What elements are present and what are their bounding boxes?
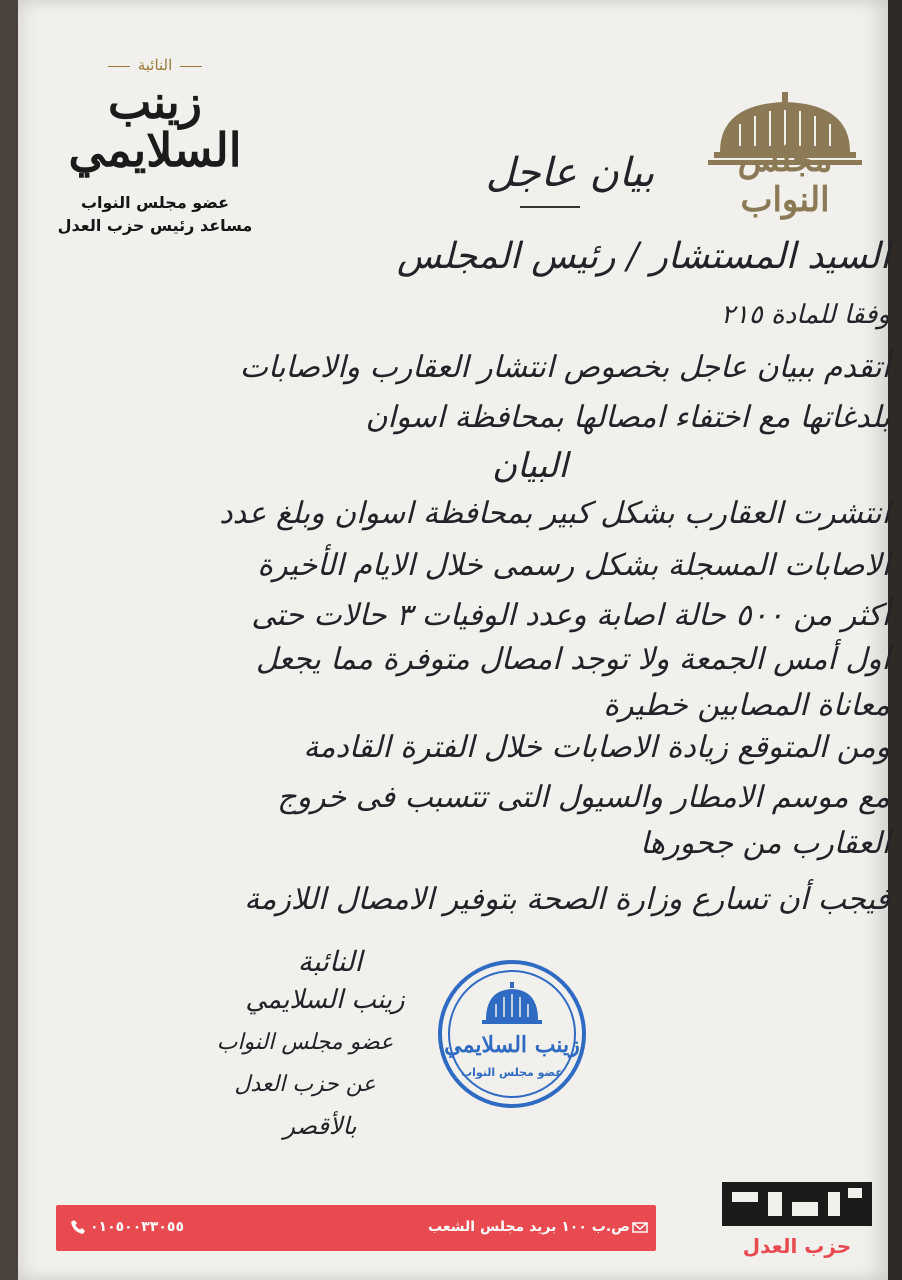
- letter-body-line-7: مع موسم الامطار والسيول التى تتسبب فى خروج: [277, 780, 890, 815]
- mp-title: النائبة: [40, 56, 270, 74]
- letter-body-line-3: أكثر من ٥٠٠ حالة اصابة وعدد الوفيات ٣ حالات حتى: [251, 598, 890, 633]
- signature-line-3: عضو مجلس النواب: [216, 1030, 394, 1055]
- signature-line-2: زينب السلايمي: [245, 985, 405, 1015]
- letter-intro-line-1: أتقدم ببيان عاجل بخصوص انتشار العقارب والاصابات: [239, 350, 890, 385]
- phone-icon: [70, 1219, 86, 1235]
- official-stamp: [438, 960, 586, 1108]
- justice-party-logo: [722, 1178, 872, 1230]
- signature-line-5: بالأقصر: [283, 1112, 357, 1140]
- letter-intro-line-2: بلدغاتها مع اختفاء امصالها بمحافظة اسوان: [365, 400, 890, 435]
- photo-edge-right: [888, 0, 902, 1280]
- mp-role-party: مساعد رئيس حزب العدل: [57, 215, 253, 235]
- envelope-icon: [632, 1219, 648, 1235]
- mp-name: زينب السلايمي: [68, 75, 242, 178]
- letter-body-line-4: اول أمس الجمعة ولا توجد امصال متوفرة مما يجعل: [255, 642, 890, 677]
- party-name: حزب العدل: [742, 1234, 852, 1258]
- stamp-name: زينب السلايمي: [444, 1032, 580, 1058]
- letter-body-line-1: انتشرت العقارب بشكل كبير بمحافظة اسوان وبلغ عدد: [219, 496, 890, 531]
- footer-phone: ٠١٠٥٠٠٣٣٠٥٥: [90, 1219, 184, 1235]
- mp-role-member: عضو مجلس النواب: [80, 192, 230, 212]
- subject-underline: [520, 206, 580, 208]
- letter-body-line-9: فيجب أن تسارع وزارة الصحة بتوفير الامصال اللازمة: [244, 882, 890, 917]
- stamp-dome-icon: [480, 982, 544, 1028]
- stamp-role: عضو مجلس النواب: [461, 1066, 563, 1079]
- letter-article: وفقا للمادة ٢١٥: [720, 300, 890, 330]
- mp-letterhead: [40, 56, 270, 235]
- letter-bayan-heading: البيان: [492, 446, 568, 486]
- letter-body-line-8: العقارب من جحورها: [640, 826, 890, 861]
- letter-addressee: السيد المستشار / رئيس المجلس: [397, 236, 890, 277]
- letter-body-line-5: معاناة المصابين خطيرة: [603, 688, 890, 723]
- signature-line-4: عن حزب العدل: [234, 1072, 376, 1097]
- photo-edge-left: [0, 0, 18, 1280]
- letter-body-line-6: ومن المتوقع زيادة الاصابات خلال الفترة القادمة: [303, 730, 890, 765]
- footer-address: ص.ب ١٠٠ بريد مجلس الشعب: [428, 1219, 630, 1235]
- signature-line-1: النائبة: [297, 945, 363, 978]
- letter-body-line-2: الاصابات المسجلة بشكل رسمى خلال الايام الأخيرة: [257, 548, 890, 583]
- parliament-logo-text: مجلس النواب: [737, 140, 833, 220]
- letter-subject: بيان عاجل: [485, 150, 655, 196]
